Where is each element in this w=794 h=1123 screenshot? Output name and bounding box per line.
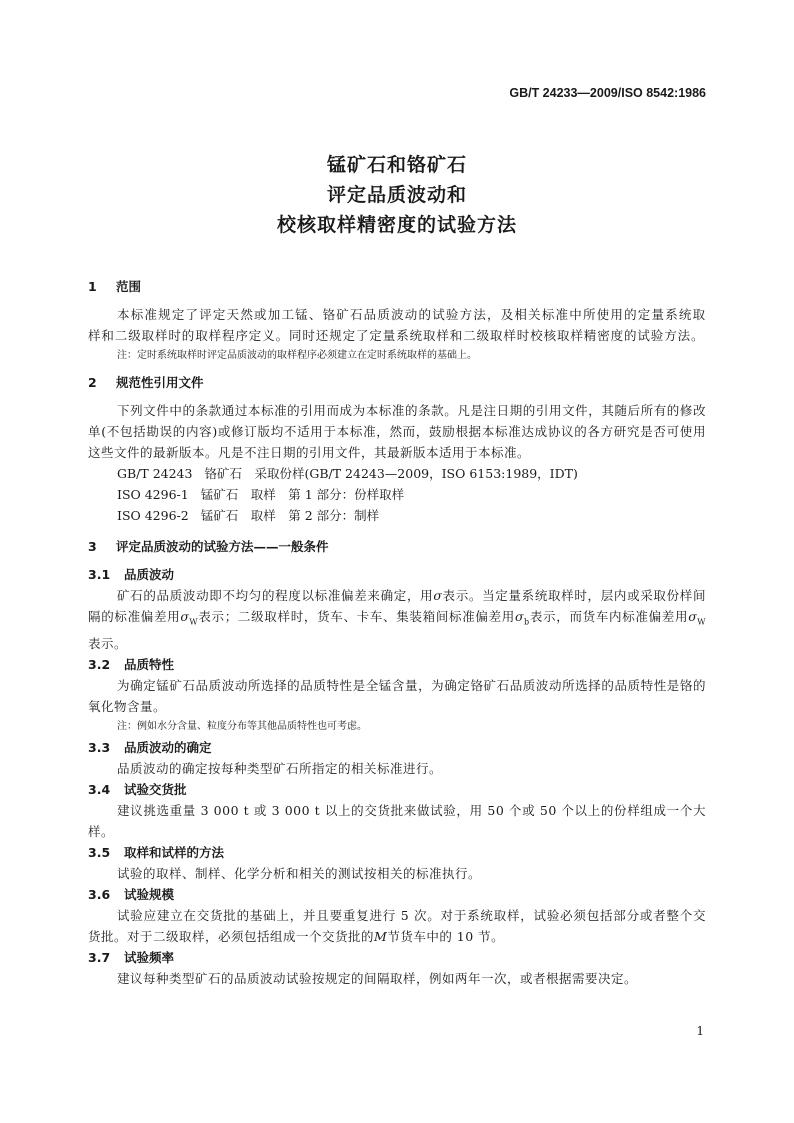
subsection-3-1-heading <box>88 564 706 585</box>
title-line-2: 评定品质波动和 <box>326 184 467 206</box>
subsection-3-6-heading <box>88 884 706 905</box>
subsection-3-3-heading <box>88 737 706 758</box>
sigma-w-symbol: σ <box>688 609 698 624</box>
subsection-number: 3.1 <box>88 567 111 582</box>
subsection-title: 试验频率 <box>124 949 175 965</box>
section-number: 1 <box>88 279 97 294</box>
subsection-3-1-paragraph: 矿石的品质波动即不均匀的程度以标准偏差来确定，用σ表示。当定量系统取样时，层内或采取份样间隔的标准偏差用$\sigma_W$表示；二级取样时，货车、卡车、集装箱间标准偏差用$\sigma_b$表示，而货车内标准偏差用$\sigma_W$表示。 <box>88 588 706 651</box>
page-number: 1 <box>696 1024 704 1038</box>
section-number: 2 <box>88 375 97 390</box>
subsection-3-2-note: 注：例如水分含量、粒度分布等其他品质特性也可考虑。 <box>117 720 367 732</box>
subsection-3-4-heading <box>88 779 706 800</box>
section-title: 规范性引用文件 <box>116 375 204 390</box>
section-1-note: 注：定时系统取样时评定品质波动的取样程序必须建立在定时系统取样的基础上。 <box>117 350 477 361</box>
subsection-3-2-heading <box>88 654 706 675</box>
section-1-heading <box>88 276 706 298</box>
subsection-3-2-paragraph: 为确定锰矿石品质波动所选择的品质特性是全锰含量，为确定铬矿石品质波动所选择的品质特性是铬的氧化物含量。 <box>88 677 706 714</box>
reference-item <box>88 505 706 526</box>
section-2-heading <box>88 372 706 394</box>
document-body <box>88 276 706 989</box>
sigma-b-symbol: σ <box>515 609 525 624</box>
subsection-number: 3.6 <box>88 886 111 902</box>
subsection-title: 试验规模 <box>124 886 175 902</box>
subsection-3-4-paragraph: 建议挑选重量 3 000 t 或 3 000 t 以上的交货批来做试验，用 50 个或 50 个以上的份样组成一个大样。 <box>88 802 706 839</box>
section-title: 范围 <box>116 279 142 294</box>
m-symbol: M <box>374 928 388 944</box>
section-3-heading <box>88 536 706 558</box>
subsection-3-6-paragraph: 试验应建立在交货批的基础上，并且要重复进行 5 次。对于系统取样，试验必须包括部分或者整个交货批。对于二级取样，必须包括组成一个交货批的M节货车中的 10 节。 <box>88 907 706 944</box>
subsection-3-7-paragraph: 建议每种类型矿石的品质波动试验按规定的间隔取样，例如两年一次，或者根据需要决定。 <box>117 970 638 986</box>
subsection-3-3-paragraph: 品质波动的确定按每种类型矿石所指定的相关标准进行。 <box>117 760 443 776</box>
section-number: 3 <box>88 539 97 554</box>
reference-code: ISO 4296-2 <box>117 508 189 523</box>
subsection-3-7-heading <box>88 947 706 968</box>
standard-code: GB/T 24233—2009/ISO 8542:1986 <box>509 86 706 100</box>
section-1-paragraph: 本标准规定了评定天然或加工锰、铬矿石品质波动的试验方法，及相关标准中所使用的定量系统取样和二级取样时的取样程序定义。同时还规定了定量系统取样和二级取样时校核取样精密度的试验方法。 <box>88 307 706 343</box>
subsection-title: 试验交货批 <box>124 781 187 797</box>
reference-code: ISO 4296-1 <box>117 487 189 502</box>
section-2-paragraph: 下列文件中的条款通过本标准的引用而成为本标准的条款。凡是注日期的引用文件，其随后所有的修改单(不包括勘误的内容)或修订版均不适用于本标准，然而，鼓励根据本标准达成协议的各方研究是否可使用这些文件的最新版本。凡是不注日期的引用文件，其最新版本适用于本标准。 <box>88 403 706 460</box>
subsection-number: 3.7 <box>88 949 111 965</box>
subsection-number: 3.5 <box>88 844 111 860</box>
title-line-3: 校核取样精密度的试验方法 <box>276 214 517 236</box>
subsection-number: 3.4 <box>88 781 111 797</box>
reference-title: 铬矿石 采取份样(GB/T 24243—2009，ISO 6153:1989，IDT) <box>204 466 578 481</box>
reference-item <box>88 484 706 505</box>
subsection-3-5-paragraph: 试验的取样、制样、化学分析和相关的测试按相关的标准执行。 <box>117 865 482 881</box>
reference-item <box>88 463 706 484</box>
subsection-title: 品质波动的确定 <box>124 739 212 755</box>
sigma-symbol: σ <box>433 588 443 603</box>
subsection-title: 品质波动 <box>124 567 175 582</box>
subsection-title: 品质特性 <box>124 656 175 672</box>
reference-code: GB/T 24243 <box>117 466 193 481</box>
subsection-number: 3.2 <box>88 656 111 672</box>
subsection-number: 3.3 <box>88 739 111 755</box>
reference-title: 锰矿石 取样 第 2 部分：制样 <box>200 508 380 523</box>
subsection-3-5-heading <box>88 842 706 863</box>
title-line-1: 锰矿石和铬矿石 <box>326 154 467 176</box>
subsection-title: 取样和试样的方法 <box>124 844 225 860</box>
reference-title: 锰矿石 取样 第 1 部分：份样取样 <box>200 487 405 502</box>
sigma-w-symbol: σ <box>180 609 190 624</box>
section-title: 评定品质波动的试验方法——一般条件 <box>116 539 329 554</box>
